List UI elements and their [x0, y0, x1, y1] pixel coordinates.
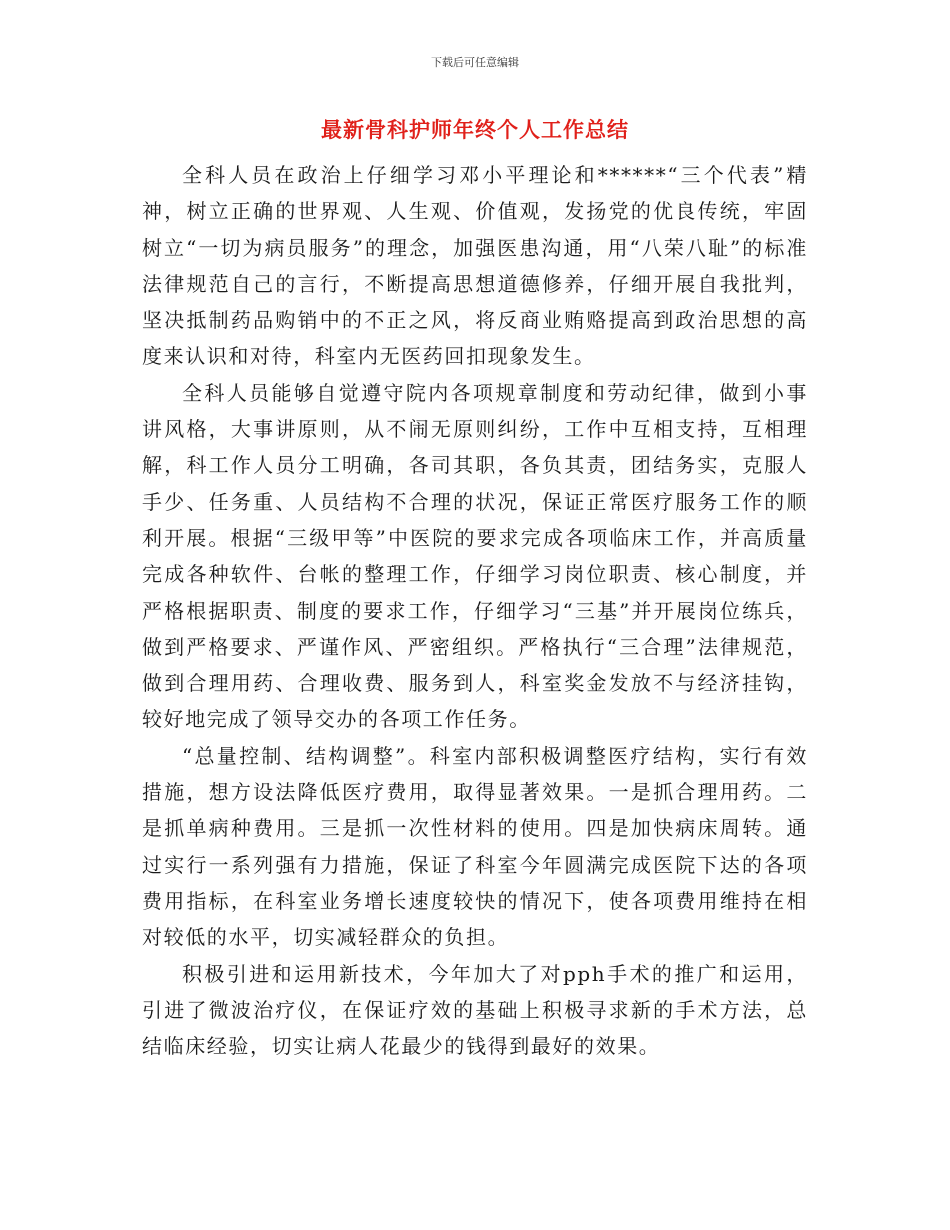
paragraph-4: 积极引进和运用新技术，今年加大了对pph手术的推广和运用，引进了微波治疗仪，在保证疗效的基础上积极寻求新的手术方法，总结临床经验，切实让病人花最少的钱得到最好的效果。 [142, 961, 808, 1059]
document-body [142, 157, 808, 1064]
document-title: 最新骨科护师年终个人工作总结 [321, 118, 629, 142]
header-note: 下载后可任意编辑 [431, 56, 519, 69]
paragraph-2: 全科人员能够自觉遵守院内各项规章制度和劳动纪律，做到小事讲风格，大事讲原则，从不闹无原则纠纷，工作中互相支持，互相理解，科工作人员分工明确，各司其职，各负其责，团结务实，克服人手少、任务重、人员结构不合理的状况，保证正常医疗服务工作的顺利开展。根据“三级甲等”中医院的要求完成各项临床工作，并高质量完成各种软件、台帐的整理工作，仔细学习岗位职责、核心制度，并严格根据职责、制度的要求工作，仔细学习“三基”并开展岗位练兵，做到严格要求、严谨作风、严密组织。严格执行“三合理”法律规范，做到合理用药、合理收费、服务到人，科室奖金发放不与经济挂钩，较好地完成了领导交办的各项工作任务。 [142, 380, 808, 732]
paragraph-3: “总量控制、结构调整”。科室内部积极调整医疗结构，实行有效措施，想方设法降低医疗费用，取得显著效果。一是抓合理用药。二是抓单病种费用。三是抓一次性材料的使用。四是加快病床周转。通过实行一系列强有力措施，保证了科室今年圆满完成医院下达的各项费用指标，在科室业务增长速度较快的情况下，使各项费用维持在相对较低的水平，切实减轻群众的负担。 [142, 743, 808, 950]
paragraph-1: 全科人员在政治上仔细学习邓小平理论和******“三个代表”精神，树立正确的世界观、人生观、价值观，发扬党的优良传统，牢固树立“一切为病员服务”的理念，加强医患沟通，用“八荣八耻”的标准法律规范自己的言行，不断提高思想道德修养，仔细开展自我批判，坚决抵制药品购销中的不正之风，将反商业贿赂提高到政治思想的高度来认识和对待，科室内无医药回扣现象发生。 [142, 163, 808, 369]
